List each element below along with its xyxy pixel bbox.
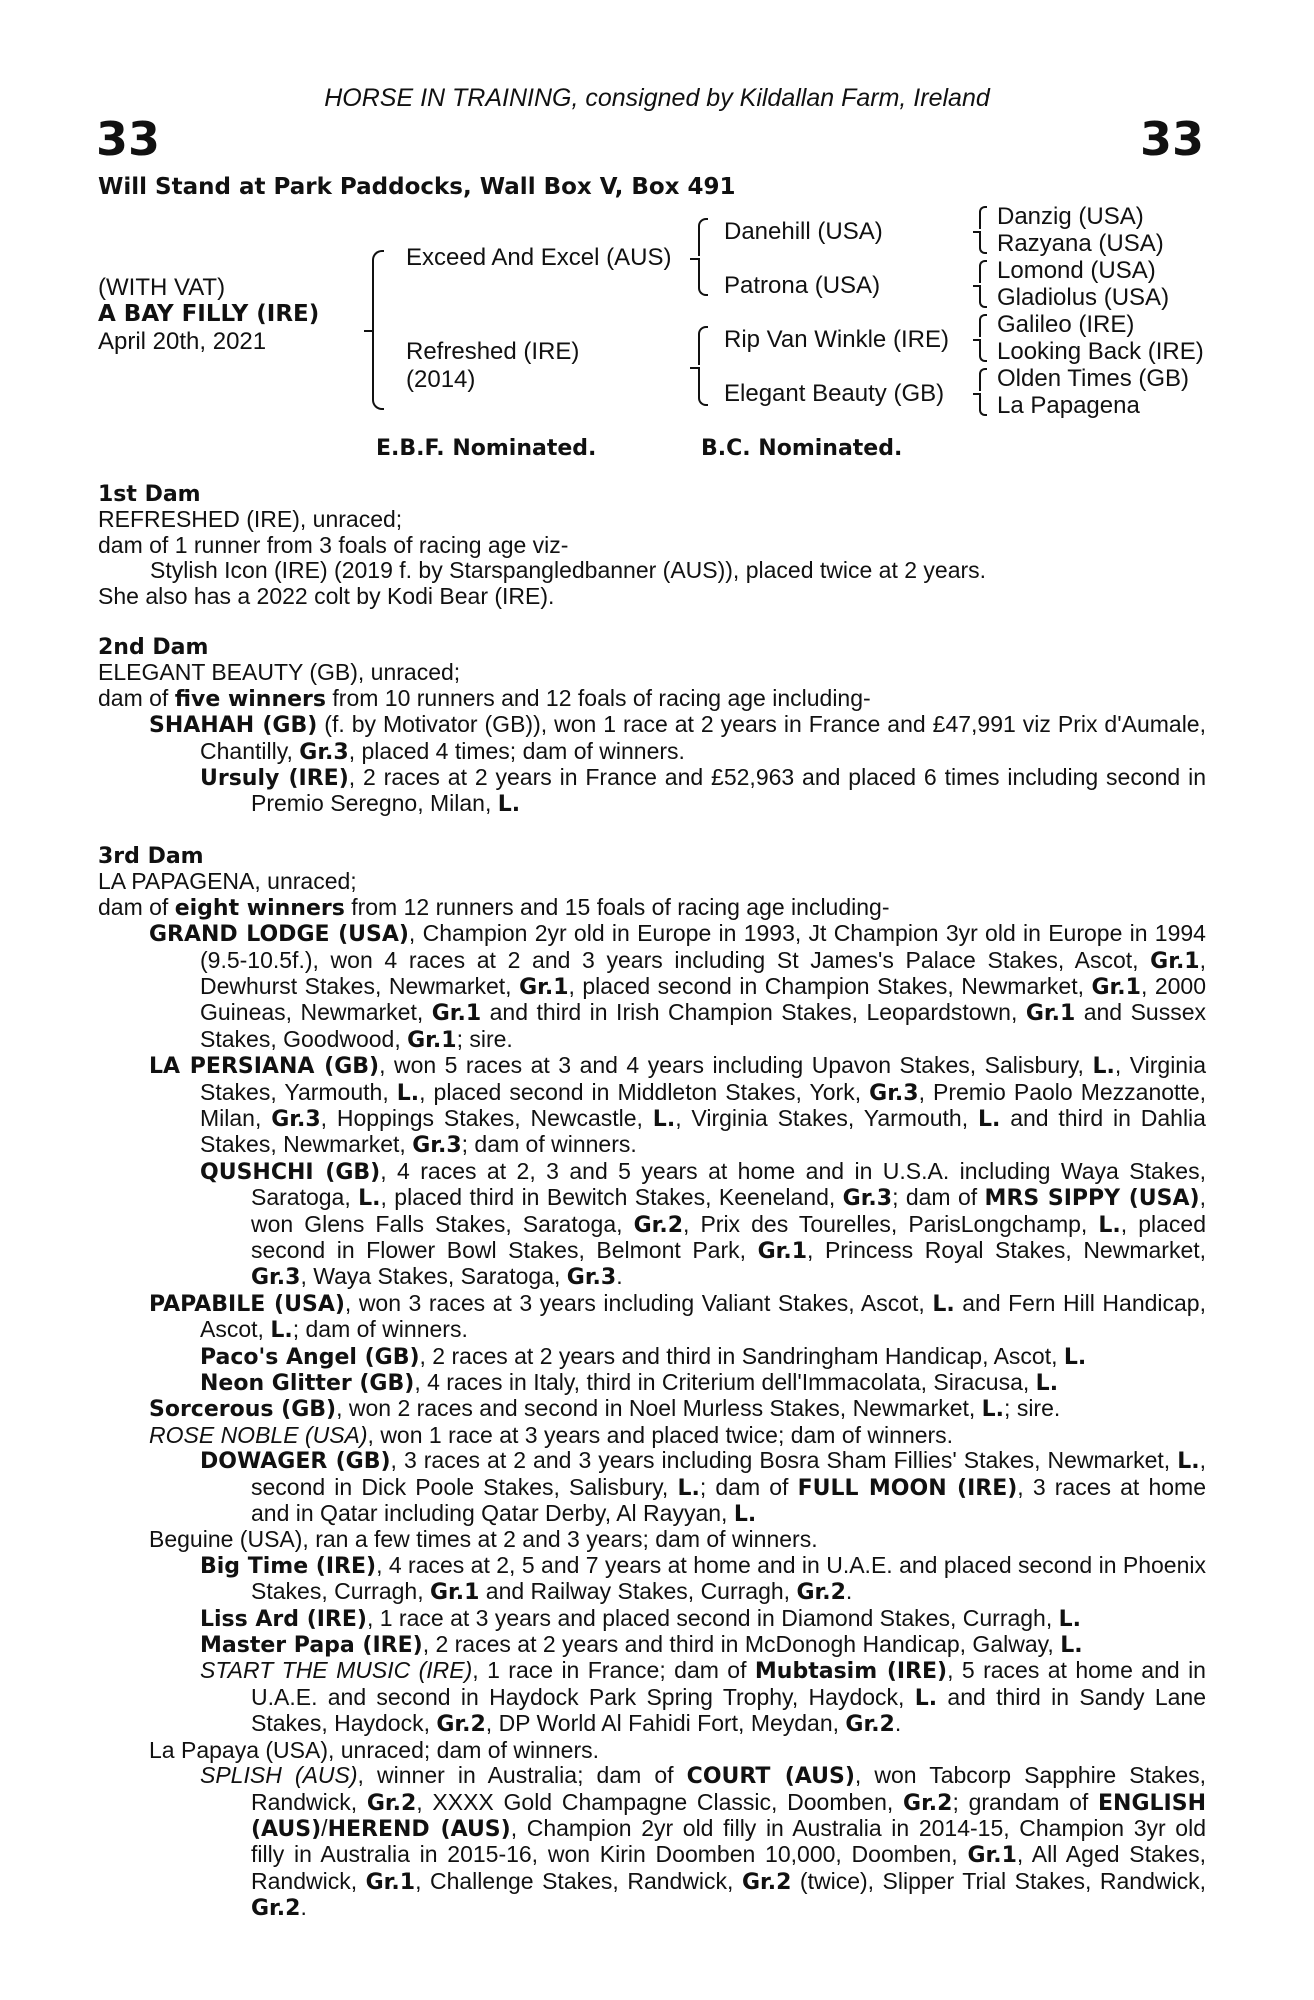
vat-label: (WITH VAT) xyxy=(98,274,226,301)
pedigree-brace-dam xyxy=(694,326,708,408)
pedigree-dam: Refreshed (IRE) xyxy=(406,338,580,365)
text: and Fern Hill Handicap, Ascot, xyxy=(200,1289,1206,1343)
produce-entry xyxy=(98,765,1206,818)
text: and third in Dahlia Stakes, Newmarket, xyxy=(200,1104,1206,1158)
race-grade: L. xyxy=(1092,1054,1115,1080)
pedigree-dss: Galileo (IRE) xyxy=(997,311,1135,338)
race-grade: Gr.1 xyxy=(431,1001,482,1027)
text: . xyxy=(616,1263,623,1290)
horse-name-herend: HEREND (AUS) xyxy=(327,1816,511,1842)
text: . xyxy=(300,1894,307,1921)
produce-entry xyxy=(98,1291,1206,1344)
text: from 10 runners and 12 foals of racing age including- xyxy=(326,684,871,711)
text: ; dam of winners. xyxy=(461,1131,637,1158)
race-grade: L. xyxy=(932,1291,955,1317)
produce-entry xyxy=(98,1159,1206,1291)
race-grade: Gr.2 xyxy=(436,1712,486,1738)
text: , won 5 races at 3 and 4 years including Upavon Stakes, Salisbury, xyxy=(379,1052,1093,1079)
text: from 12 runners and 15 foals of racing age including- xyxy=(344,893,890,920)
text: , Waya Stakes, Saratoga, xyxy=(300,1263,567,1290)
horse-name-english: ENGLISH (AUS) xyxy=(251,1790,1206,1842)
text: , placed second in Champion Stakes, Newmarket, xyxy=(568,972,1092,999)
pedigree-ddd: La Papagena xyxy=(997,392,1140,419)
pedigree-brace-dd xyxy=(975,368,987,418)
stand-location: Will Stand at Park Paddocks, Wall Box V, Box 491 xyxy=(98,174,736,200)
text: , 4 races at 2, 3 and 5 years at home and in U.S.A. including Waya Stakes, Saratoga, xyxy=(251,1157,1206,1211)
race-grade: Gr.2 xyxy=(366,1790,417,1816)
race-grade: L. xyxy=(270,1318,293,1344)
text: and third in Sandy Lane Stakes, Haydock, xyxy=(251,1683,1206,1737)
text: , Virginia Stakes, Yarmouth, xyxy=(200,1052,1206,1105)
pedigree-dsd: Looking Back (IRE) xyxy=(997,338,1204,365)
text: , won 1 race at 3 years and placed twice; dam of winners. xyxy=(367,1421,954,1448)
text: , Princess Royal Stakes, Newmarket, xyxy=(807,1236,1207,1263)
text: , Champion 2yr old in Europe in 1993, Jt Champion 3yr old in Europe in 1994 (9.5-10.5f.), won 4 races at 2 and 3 years including St James's Palace Stakes, Ascot, xyxy=(200,920,1206,973)
first-dam-produce: Stylish Icon (IRE) (2019 f. by Starspangledbanner (AUS)), placed twice at 2 years. xyxy=(150,557,987,584)
text: , 5 races at home and in U.A.E. and second in Haydock Park Spring Trophy, Haydock, xyxy=(251,1657,1206,1710)
text: , XXXX Gold Champagne Classic, Doomben, xyxy=(416,1788,904,1815)
race-grade: Gr.3 xyxy=(271,1106,321,1132)
produce-entry xyxy=(98,1396,1206,1422)
race-grade: Gr.3 xyxy=(251,1265,301,1291)
text: , Premio Paolo Mezzanotte, Milan, xyxy=(200,1078,1207,1131)
horse-name-pacos-angel: Paco's Angel (GB) xyxy=(200,1344,420,1370)
text: , Dewhurst Stakes, Newmarket, xyxy=(200,946,1206,999)
horse-dob: April 20th, 2021 xyxy=(98,328,267,355)
pedigree-ssd: Razyana (USA) xyxy=(997,230,1164,257)
race-grade: Gr.3 xyxy=(412,1133,462,1159)
produce-entry xyxy=(98,1658,1206,1737)
text: , Hoppings Stakes, Newcastle, xyxy=(320,1104,653,1131)
race-grade: L. xyxy=(1177,1449,1200,1475)
race-grade: L. xyxy=(1098,1212,1121,1238)
race-grade: Gr.2 xyxy=(741,1869,792,1895)
race-grade: Gr.2 xyxy=(633,1212,683,1238)
horse-name-sorcerous: Sorcerous (GB) xyxy=(149,1397,337,1423)
text: , placed second in Flower Bowl Stakes, Belmont Park, xyxy=(251,1210,1207,1263)
horse-name-liss-ard: Liss Ard (IRE) xyxy=(200,1606,367,1632)
text: , 3 races at 2 and 3 years including Bosra Sham Fillies' Stakes, Newmarket, xyxy=(390,1447,1178,1474)
horse-name-rose-noble: ROSE NOBLE (USA) xyxy=(149,1421,368,1448)
horse-name-court: COURT (AUS) xyxy=(686,1764,855,1790)
horse-name-qushchi: QUSHCHI (GB) xyxy=(200,1159,381,1185)
text: , 4 races at 2, 5 and 7 years at home and in U.A.E. and placed second in Phoenix Stakes, Curragh, xyxy=(251,1551,1206,1605)
produce-entry xyxy=(98,1553,1206,1606)
race-grade: L. xyxy=(914,1685,938,1711)
second-dam-summary xyxy=(98,686,1206,712)
race-grade: Gr.1 xyxy=(429,1580,480,1606)
horse-name-mubtasim: Mubtasim (IRE) xyxy=(754,1659,948,1685)
text: , Prix des Tourelles, ParisLongchamp, xyxy=(683,1210,1099,1237)
race-grade: L. xyxy=(1035,1371,1059,1396)
pedigree-sds: Lomond (USA) xyxy=(997,257,1156,284)
produce-entry xyxy=(98,712,1206,765)
text: , Champion 2yr old filly in Australia in 2014-15, Champion 3yr old filly in Australia in 2015-16, won Kirin Doomben 10,000, Doomben, xyxy=(251,1814,1206,1868)
text: , 2 races at 2 years and third in Sandringham Handicap, Ascot, xyxy=(419,1342,1064,1369)
race-grade: Gr.2 xyxy=(845,1712,895,1738)
text: , placed second in Middleton Stakes, York, xyxy=(419,1078,870,1105)
text: and Sussex Stakes, Goodwood, xyxy=(200,999,1206,1052)
second-dam-line: ELEGANT BEAUTY (GB), unraced; xyxy=(98,659,461,686)
race-grade: Gr.1 xyxy=(967,1843,1017,1869)
race-grade: Gr.1 xyxy=(1025,1001,1076,1027)
race-grade: L. xyxy=(652,1106,676,1132)
text: dam of xyxy=(98,893,175,920)
produce-entry: Beguine (USA), ran a few times at 2 and 3 years; dam of winners. xyxy=(149,1526,818,1553)
produce-entry xyxy=(98,1606,1206,1632)
pedigree-sss: Danzig (USA) xyxy=(997,203,1144,230)
text: , 3 races at home and in Qatar including Qatar Derby, Al Rayyan, xyxy=(251,1473,1206,1527)
race-grade: L. xyxy=(677,1475,700,1501)
pedigree-dam-sire: Rip Van Winkle (IRE) xyxy=(724,326,949,353)
produce-entry xyxy=(98,1632,1206,1658)
race-grade: Gr.1 xyxy=(1091,974,1141,1000)
produce-entry xyxy=(98,1423,1206,1448)
horse-name-neon-glitter: Neon Glitter (GB) xyxy=(200,1371,415,1396)
pedigree-sire: Exceed And Excel (AUS) xyxy=(406,244,672,271)
text: ; sire. xyxy=(1004,1395,1061,1422)
race-grade: L. xyxy=(396,1080,420,1106)
text: , 4 races in Italy, third in Criterium dell'Immacolata, Siracusa, xyxy=(414,1369,1036,1395)
race-grade: Gr.1 xyxy=(365,1869,416,1895)
produce-entry xyxy=(98,921,1206,1053)
bc-nominated: B.C. Nominated. xyxy=(701,436,903,461)
first-dam-line: REFRESHED (IRE), unraced; xyxy=(98,506,403,533)
text: , 1 race at 3 years and placed second in Diamond Stakes, Curragh, xyxy=(366,1604,1059,1631)
text: ; sire. xyxy=(456,1025,513,1052)
text: (twice), Slipper Trial Stakes, Randwick, xyxy=(791,1867,1206,1894)
race-grade: Gr.2 xyxy=(251,1896,301,1922)
winners-count: five winners xyxy=(174,686,327,712)
pedigree-brace-ss xyxy=(975,206,987,256)
lot-number-left: 33 xyxy=(96,112,161,166)
text: . xyxy=(894,1710,902,1737)
first-dam-line: She also has a 2022 colt by Kodi Bear (IRE). xyxy=(98,582,555,609)
winners-count: eight winners xyxy=(174,895,345,921)
text: / xyxy=(321,1814,328,1841)
second-dam-heading: 2nd Dam xyxy=(98,635,209,661)
text: , winner in Australia; dam of xyxy=(357,1762,687,1789)
race-grade: Gr.3 xyxy=(566,1265,617,1291)
pedigree-dam-dam: Elegant Beauty (GB) xyxy=(724,380,945,407)
race-grade: Gr.1 xyxy=(1150,948,1200,974)
race-grade: Gr.1 xyxy=(757,1238,808,1264)
pedigree-sire-dam: Patrona (USA) xyxy=(724,272,881,299)
horse-name-grand-lodge: GRAND LODGE (USA) xyxy=(149,922,409,948)
text: , Virginia Stakes, Yarmouth, xyxy=(675,1104,978,1131)
text: , placed third in Bewitch Stakes, Keeneland, xyxy=(380,1184,843,1211)
produce-entry xyxy=(98,1448,1206,1527)
pedigree-brace-ds xyxy=(975,314,987,364)
text: (f. by Motivator (GB)), won 1 race at 2 years in France and £47,991 viz Prix d'Aumale, Chantilly, xyxy=(200,711,1206,764)
first-dam-heading: 1st Dam xyxy=(98,482,201,507)
text: . xyxy=(845,1578,853,1605)
text: ; dam of xyxy=(699,1473,798,1500)
text: ; dam of xyxy=(892,1184,985,1211)
race-grade: Gr.2 xyxy=(796,1580,846,1606)
race-grade: L. xyxy=(1058,1606,1082,1632)
text: , Challenge Stakes, Randwick, xyxy=(415,1867,742,1894)
horse-name-splish: SPLISH (AUS) xyxy=(200,1762,358,1789)
pedigree-dds: Olden Times (GB) xyxy=(997,365,1190,392)
race-grade: L. xyxy=(977,1106,1001,1132)
text: , 2000 Guineas, Newmarket, xyxy=(200,972,1206,1026)
text: , won 3 races at 3 years including Valiant Stakes, Ascot, xyxy=(344,1289,933,1316)
pedigree-dam-year: (2014) xyxy=(406,366,476,393)
horse-name-big-time: Big Time (IRE) xyxy=(200,1553,377,1579)
horse-name-shahah: SHAHAH (GB) xyxy=(149,713,318,739)
pedigree-sire-sire: Danehill (USA) xyxy=(724,218,883,245)
pedigree-brace-sd xyxy=(975,260,987,310)
race-grade: Gr.1 xyxy=(519,974,569,1000)
horse-name: A BAY FILLY (IRE) xyxy=(98,301,320,327)
text: ; dam of winners. xyxy=(292,1316,468,1343)
race-grade: L. xyxy=(358,1186,381,1212)
third-dam-summary xyxy=(98,895,1206,921)
produce-entry: La Papaya (USA), unraced; dam of winners. xyxy=(149,1736,600,1763)
race-grade: L. xyxy=(981,1397,1005,1423)
horse-name-papabile: PAPABILE (USA) xyxy=(149,1291,345,1317)
race-grade: L. xyxy=(1060,1633,1083,1659)
race-grade: Gr.3 xyxy=(842,1186,893,1212)
produce-entry xyxy=(98,1053,1206,1159)
text: , 2 races at 2 years and third in McDonogh Handicap, Galway, xyxy=(422,1631,1061,1658)
first-dam-line: dam of 1 runner from 3 foals of racing age viz- xyxy=(98,531,569,558)
horse-name-mrs-sippy: MRS SIPPY (USA) xyxy=(984,1186,1200,1212)
race-grade: Gr.2 xyxy=(903,1790,953,1816)
horse-name-la-persiana: LA PERSIANA (GB) xyxy=(149,1054,380,1080)
text: dam of xyxy=(98,684,175,711)
text: , won 2 races and second in Noel Murless Stakes, Newmarket, xyxy=(336,1395,982,1422)
ebf-nominated: E.B.F. Nominated. xyxy=(376,436,597,461)
pedigree-sdd: Gladiolus (USA) xyxy=(997,284,1170,311)
third-dam-heading: 3rd Dam xyxy=(98,843,204,869)
text: , placed 4 times; dam of winners. xyxy=(348,737,685,764)
text: ; grandam of xyxy=(952,1788,1099,1815)
text: , All Aged Stakes, Randwick, xyxy=(251,1841,1206,1894)
text: , 2 races at 2 years in France and £52,963 and placed 6 times including second in Premio Seregno, Milan, xyxy=(251,764,1206,817)
text: , DP World Al Fahidi Fort, Meydan, xyxy=(485,1710,846,1737)
race-grade: L. xyxy=(733,1502,757,1528)
pedigree-brace-sire xyxy=(694,218,708,298)
horse-name-full-moon: FULL MOON (IRE) xyxy=(797,1475,1018,1501)
horse-name-master-papa: Master Papa (IRE) xyxy=(200,1633,423,1659)
horse-name-start-the-music: START THE MUSIC (IRE) xyxy=(200,1657,473,1684)
race-grade: Gr.3 xyxy=(299,739,349,765)
text: , won Tabcorp Sapphire Stakes, Randwick, xyxy=(251,1762,1207,1815)
race-grade: Gr.3 xyxy=(869,1080,919,1106)
produce-entry xyxy=(98,1370,1206,1396)
page-header: HORSE IN TRAINING, consigned by Kildallan Farm, Ireland xyxy=(324,84,990,112)
produce-entry xyxy=(98,1763,1206,1921)
third-dam-line: LA PAPAGENA, unraced; xyxy=(98,868,357,895)
horse-name-dowager: DOWAGER (GB) xyxy=(200,1449,391,1475)
lot-number-right: 33 xyxy=(1140,112,1205,166)
text: , 1 race in France; dam of xyxy=(472,1657,755,1684)
race-grade: Gr.1 xyxy=(407,1027,457,1053)
text: and third in Irish Champion Stakes, Leopardstown, xyxy=(481,999,1026,1026)
pedigree-brace-main xyxy=(372,250,386,410)
catalogue-body xyxy=(98,482,1206,1922)
produce-entry xyxy=(98,1344,1206,1370)
race-grade: L. xyxy=(1063,1344,1087,1370)
text: , won Glens Falls Stakes, Saratoga, xyxy=(251,1184,1206,1237)
race-grade: L. xyxy=(497,792,521,818)
text: and Railway Stakes, Curragh, xyxy=(479,1578,797,1605)
text: , second in Dick Poole Stakes, Salisbury, xyxy=(251,1447,1206,1500)
horse-name-ursuly: Ursuly (IRE) xyxy=(200,766,349,792)
